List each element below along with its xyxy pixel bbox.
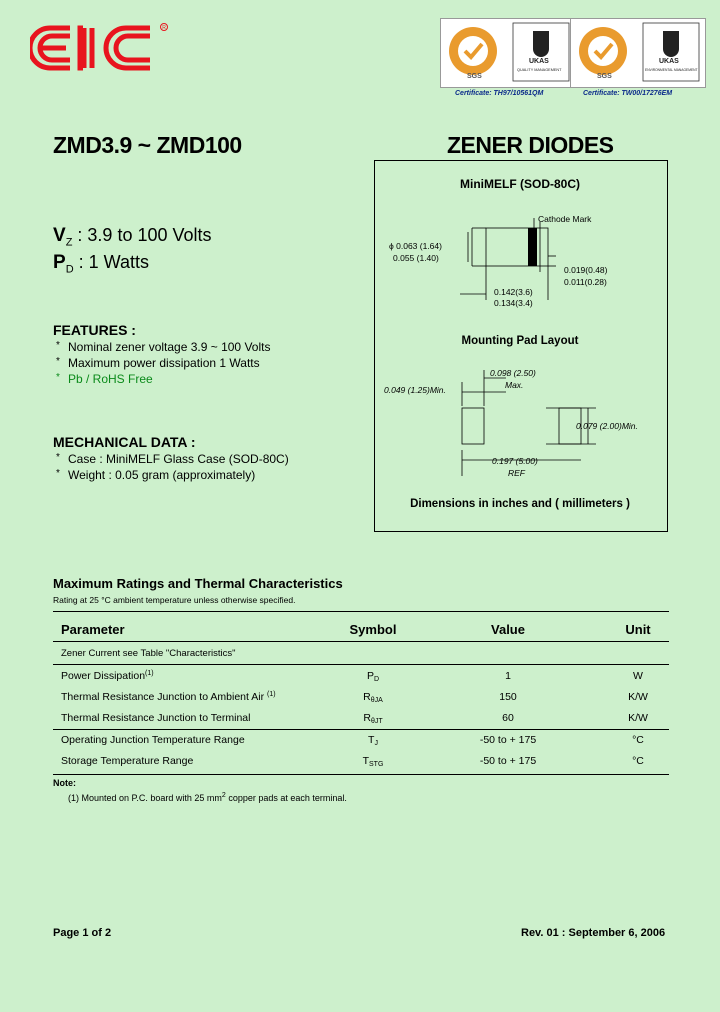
pad-dim-width: 0.098 (2.50) [490,368,536,378]
header-parameter: Parameter [61,622,125,637]
pad-dim-spacing: 0.049 (1.25)Min. [384,385,446,395]
cathode-mark-label: Cathode Mark [538,214,592,224]
feature-item-rohs: * Pb / RoHS Free [56,372,153,386]
package-title: MiniMELF (SOD-80C) [460,177,580,191]
table-row: Thermal Resistance Junction to Terminal $R_{\theta JT}$ 60 K/W [61,712,648,725]
dim-length-min: 0.134(3.4) [494,298,533,308]
svg-text:UKAS: UKAS [659,58,679,65]
feature-item: * Maximum power dissipation 1 Watts [56,356,260,370]
ratings-table-subtitle: Rating at 25 °C ambient temperature unless otherwise specified. [53,595,296,605]
dim-cap-max: 0.019(0.48) [564,265,608,275]
table-row: Storage Temperature Range $T_{STG}$ -50 to + 175 °C [61,755,644,768]
sgs-ukas-environment-icon [571,19,705,87]
certificate-badge-environment [570,18,706,88]
part-number-title: ZMD3.9 ~ ZMD100 [53,132,242,158]
header-symbol: Symbol [349,622,397,637]
eic-logo [30,22,170,74]
page-number: Page 1 of 2 [53,927,112,939]
pad-dim-height: 0.079 (2.00)Min. [576,421,638,431]
table-rule [53,774,669,775]
mechanical-heading: MECHANICAL DATA : [53,434,196,450]
certificate-badge-quality [440,18,576,88]
sgs-ukas-quality-icon [441,19,575,87]
table-rule [53,729,669,730]
mechanical-item: * Weight : 0.05 gram (approximately) [56,468,256,482]
header-unit: Unit [625,622,651,637]
dim-cap-min: 0.011(0.28) [564,277,607,287]
svg-text:SGS: SGS [597,73,612,80]
ratings-table-title: Maximum Ratings and Thermal Characteristics [53,576,343,591]
features-heading: FEATURES : [53,322,136,338]
table-row: Operating Junction Temperature Range $T_J$ -50 to + 175 °C [61,734,644,747]
pad-dim-ref-note: REF [508,468,525,478]
table-row: Power Dissipation$^{(1)}$ $P_D$ 1 W [61,670,643,683]
header-value: Value [491,622,525,637]
certificate-caption: Certificate: TW00/17276EM [583,90,673,97]
table-row: Thermal Resistance Junction to Ambient Air $^{(1)}$ $R_{\theta JA}$ 150 K/W [61,691,648,704]
table-rule [53,664,669,665]
table-rule [53,641,669,642]
mechanical-item: * Case : MiniMELF Glass Case (SOD-80C) [56,452,289,466]
dimensions-note: Dimensions in inches and ( millimeters ) [410,498,630,510]
table-row-zener-note: Zener Current see Table "Characteristics" [61,648,236,659]
table-header-row [53,622,669,642]
mounting-pad-title: Mounting Pad Layout [461,335,579,347]
certificate-caption: Certificate: TH97/10561QM [455,90,544,97]
category-title: ZENER DIODES [447,132,614,158]
vz-spec: $V_Z$ : 3.9 to 100 Volts [53,225,212,249]
svg-text:R: R [162,25,166,31]
dim-diameter-max: ϕ 0.063 (1.64) [389,241,442,251]
dim-diameter-min: 0.055 (1.40) [393,253,439,263]
pad-dim-ref: 0.197 (5.00) [492,456,538,466]
dim-length-max: 0.142(3.6) [494,287,533,297]
svg-text:UKAS: UKAS [529,58,549,65]
feature-item: * Nominal zener voltage 3.9 ~ 100 Volts [56,340,271,354]
pd-spec: $P_D$ : 1 Watts [53,252,149,276]
revision-date: Rev. 01 : September 6, 2006 [521,927,666,939]
svg-text:ENVIRONMENTAL MANAGEMENT: ENVIRONMENTAL MANAGEMENT [645,68,698,72]
table-rule [53,611,669,612]
note-label: Note: [53,778,76,788]
pad-dim-width-note: Max. [505,380,524,390]
svg-text:QUALITY MANAGEMENT: QUALITY MANAGEMENT [517,68,562,72]
svg-text:SGS: SGS [467,73,482,80]
note-text: (1) Mounted on P.C. board with 25 $mm^2$ copper pads at each terminal. [68,792,347,803]
